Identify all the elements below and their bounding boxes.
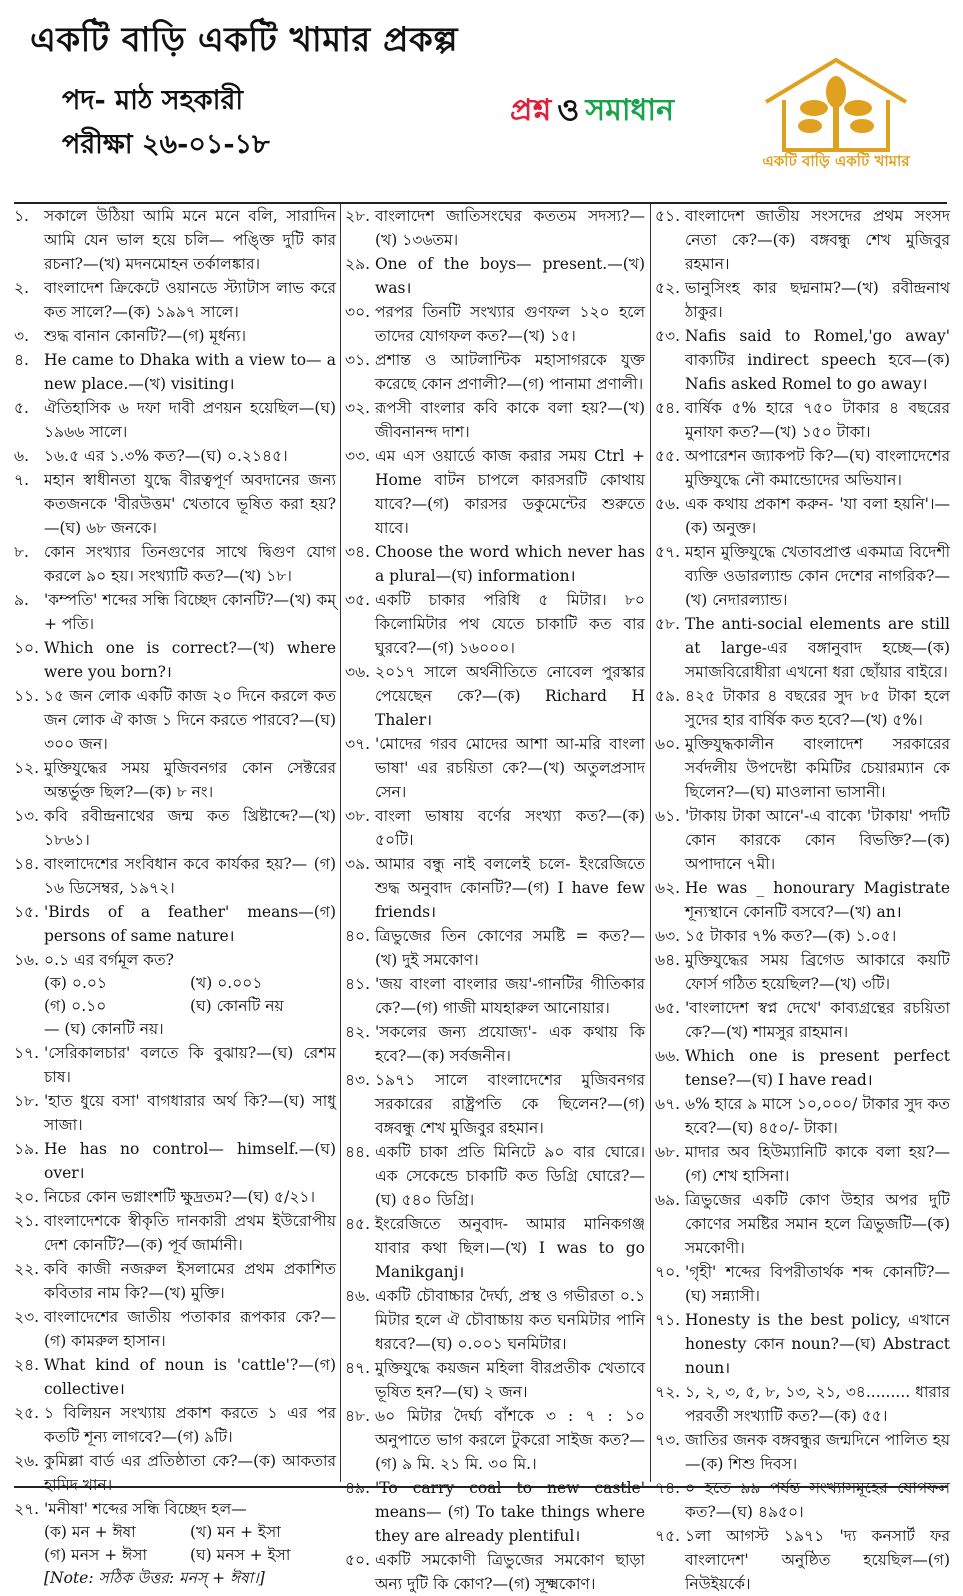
- question-number: ১৩.: [14, 807, 40, 825]
- question-item: [655, 1140, 950, 1188]
- question-number: ৩২.: [345, 399, 371, 417]
- question-item: [14, 804, 336, 852]
- question-text: কুমিল্লা বার্ড এর প্রতিষ্ঠাতা কে?—(ক) আকতার হামিদ খান।: [44, 1452, 336, 1494]
- question-number: ৫৭.: [655, 543, 681, 561]
- question-number: ৪৯.: [345, 1479, 371, 1497]
- question-number: ৬৩.: [655, 927, 681, 945]
- question-item: [345, 804, 645, 852]
- question-number: ৪৪.: [345, 1143, 371, 1161]
- question-text: 'কম্পতি' শব্দের সন্ধি বিচ্ছেদ কোনটি?—(খ) কম্ + পতি।: [44, 591, 336, 633]
- question-text: মহান মুক্তিযুদ্ধে খেতাবপ্রাপ্ত একমাত্র বিদেশী ব্যক্তি ওডারল্যান্ড কোন দেশের নাগরিক?— (খ) নেদারল্যান্ড।: [685, 543, 950, 609]
- question-number: ৭.: [14, 471, 30, 489]
- question-number: ৬৬.: [655, 1047, 681, 1065]
- question-text: বাংলাদেশের সংবিধান কবে কার্যকর হয়?— (গ) ১৬ ডিসেম্বর, ১৯৭২।: [44, 855, 336, 897]
- question-item: [655, 492, 950, 540]
- question-number: ৬৪.: [655, 951, 681, 969]
- question-number: ৪.: [14, 351, 29, 369]
- question-text: ০ হতে ৯৯ পর্যন্ত সংখ্যাসমূহের যোগফল কত?—(ঘ) ৪৯৫০।: [685, 1479, 950, 1521]
- question-text: পরপর তিনটি সংখ্যার গুণফল ১২০ হলে তাদের যোগফল কত?—(খ) ১৫।: [375, 303, 645, 345]
- question-item: [655, 612, 950, 684]
- question-text: ত্রিভুজের একটি কোণ উহার অপর দুটি কোণের সমষ্টির সমান হলে ত্রিভুজটি—(ক) সমকোণী।: [685, 1191, 950, 1257]
- question-text: ভানুসিংহ কার ছদ্মনাম?—(খ) রবীন্দ্রনাথ ঠাকুর।: [685, 279, 950, 321]
- question-item: [655, 1476, 950, 1524]
- question-number: ৬৯.: [655, 1191, 681, 1209]
- question-number: ১০.: [14, 639, 40, 657]
- question-text: 'জয় বাংলা বাংলার জয়'-গানটির গীতিকার কে?—(গ) গাজী মাযহারুল আনোয়ার।: [375, 975, 645, 1017]
- exam-date: পরীক্ষা ২৬-০১-১৮: [62, 129, 270, 160]
- question-text: ১৫ টাকার ৭% কত?—(ক) ১.০৫।: [685, 927, 897, 945]
- question-item: [345, 540, 645, 588]
- question-text: 'মোদের গরব মোদের আশা আ-মরি বাংলা ভাষা' এর রচয়িতা কে?—(খ) অতুলপ্রসাদ সেন।: [375, 735, 645, 801]
- question-text: ৬% হারে ৯ মাসে ১০,০০০/ টাকার সুদ কত হবে?—(ঘ) ৪৫০/- টাকা।: [685, 1095, 950, 1137]
- question-text: প্রশান্ত ও আটলান্টিক মহাসাগরকে যুক্ত করেছে কোন প্রণালী?—(গ) পানামা প্রণালী।: [375, 351, 645, 393]
- question-text: বাংলাদেশ ক্রিকেটে ওয়ানডে স্ট্যাটাস লাভ করে কত সালে?—(ক) ১৯৯৭ সালে।: [44, 279, 336, 321]
- question-number: ৭১.: [655, 1311, 681, 1329]
- question-number: ২৪.: [14, 1356, 40, 1374]
- question-number: ৫৩.: [655, 327, 681, 345]
- question-number: ৪৭.: [345, 1359, 371, 1377]
- question-item: [14, 1185, 336, 1209]
- question-number: ৭৪.: [655, 1479, 681, 1497]
- question-text: একটি চাকার পরিধি ৫ মিটার। ৮০ কিলোমিটার পথ যেতে চাকাটি কত বার ঘুরবে?—(গ) ১৬০০০।: [375, 591, 645, 657]
- question-text: মহান স্বাধীনতা যুদ্ধে বীরত্বপূর্ণ অবদানের জন্য কতজনকে 'বীরউত্তম' খেতাবে ভূষিত করা হয়?—(ঘ) ৬৮ জনকে।: [44, 471, 336, 537]
- question-number: ৬২.: [655, 879, 681, 897]
- question-number: ২৯.: [345, 255, 371, 273]
- question-text: ১ বিলিয়ন সংখ্যায় প্রকাশ করতে ১ এর পর কতটি শূন্য লাগবে?—(গ) ৯টি।: [44, 1404, 336, 1446]
- question-text: ঐতিহাসিক ৬ দফা দাবী প্রণয়ন হয়েছিল—(ঘ) ১৯৬৬ সালে।: [44, 399, 336, 441]
- question-item: [14, 1449, 336, 1497]
- question-text: কবি রবীন্দ্রনাথের জন্ম কত খ্রিষ্টাব্দে?—(খ) ১৮৬১।: [44, 807, 336, 849]
- question-item: [14, 684, 336, 756]
- question-number: ৫৪.: [655, 399, 681, 417]
- bottom-divider: [14, 1486, 947, 1488]
- question-item: [345, 972, 645, 1020]
- question-text: ১৫ জন লোক একটি কাজ ২০ দিনে করলে কত জন লোক ঐ কাজ ১ দিনে করতে পারবে?—(ঘ) ৩০০ জন।: [44, 687, 336, 753]
- question-number: ৩.: [14, 327, 30, 345]
- question-text: ১৬.৫ এর ১.৩% কত?—(ঘ) ০.২১৪৫।: [44, 447, 288, 465]
- question-text: শুদ্ধ বানান কোনটি?—(গ) মূর্ধন্য।: [44, 327, 247, 345]
- question-item: [14, 1209, 336, 1257]
- question-number: ১৬.: [14, 951, 40, 969]
- question-item: [14, 636, 336, 684]
- question-number: ৩১.: [345, 351, 371, 369]
- project-logo-icon: [736, 52, 936, 170]
- question-item: [655, 876, 950, 924]
- question-text: 'সকলের জন্য প্রযোজ্য'- এক কথায় কি হবে?—(ক) সর্বজনীন।: [375, 1023, 645, 1065]
- question-text: 'সেরিকালচার' বলতে কি বুঝায়?—(ঘ) রেশম চাষ।: [44, 1044, 336, 1086]
- question-text: He has no control— himself.—(ঘ) over।: [44, 1140, 336, 1182]
- option-item: (গ) ০.১০: [44, 997, 107, 1015]
- question-text: কোন সংখ্যার তিনগুণের সাথে দ্বিগুণ যোগ করলে ৯০ হয়। সংখ্যাটি কত?—(খ) ১৮।: [44, 543, 336, 585]
- question-text: Which one is correct?—(খ) where were you born?।: [44, 639, 336, 681]
- question-text: মুক্তিযুদ্ধে কয়জন মহিলা বীরপ্রতীক খেতাবে ভূষিত হন?—(ঘ) ২ জন।: [375, 1359, 645, 1401]
- question-item: [14, 1401, 336, 1449]
- logo-text: একটি বাড়ি একটি খামার: [762, 152, 910, 170]
- question-text: ১৯৭১ সালে বাংলাদেশের মুজিবনগর সরকারের রাষ্ট্রপতি কে ছিলেন?—(গ) বঙ্গবন্ধু শেখ মুজিবুর রহমান।: [375, 1071, 645, 1137]
- question-text: বাংলাদেশ জাতীয় সংসদের প্রথম সংসদ নেতা কে?—(ক) বঙ্গবন্ধু শেখ মুজিবুর রহমান।: [685, 207, 950, 273]
- question-item: [14, 1497, 336, 1521]
- question-number: ৬১.: [655, 807, 681, 825]
- question-text: বার্ষিক ৫% হারে ৭৫০ টাকার ৪ বছরের মুনাফা কত?—(খ) ১৫০ টাকা।: [685, 399, 950, 441]
- option-item: (ক) মন + ঈষা: [44, 1523, 136, 1541]
- column-2: [340, 204, 645, 1593]
- question-item: [14, 204, 336, 276]
- question-item: [345, 252, 645, 300]
- option-item: (ক) ০.০১: [44, 974, 108, 992]
- page-header: [0, 0, 963, 190]
- question-text: মাদার অব হিউম্যানিটি কাকে বলা হয়?—(গ) শেখ হাসিনা।: [685, 1143, 950, 1185]
- question-number: ৬৭.: [655, 1095, 681, 1113]
- question-item: [14, 1041, 336, 1089]
- question-number: ৪৫.: [345, 1215, 371, 1233]
- question-text: বাংলাদেশকে স্বীকৃতি দানকারী প্রথম ইউরোপীয় দেশ কোনটি?—(ক) পূর্ব জার্মানী।: [44, 1212, 336, 1254]
- question-item: [345, 396, 645, 444]
- option-item: (ঘ) কোনটি নয়: [190, 997, 284, 1015]
- question-number: ৯.: [14, 591, 29, 609]
- question-text: বাংলাদেশ জাতিসংঘের কততম সদস্য?—(খ) ১৩৬তম।: [375, 207, 645, 249]
- question-text: বাংলাদেশের জাতীয় পতাকার রূপকার কে?—(গ) কামরুল হাসান।: [44, 1308, 336, 1350]
- question-number: ২২.: [14, 1260, 40, 1278]
- question-number: ১৮.: [14, 1092, 40, 1110]
- question-number: ২৩.: [14, 1308, 40, 1326]
- question-item: [345, 732, 645, 804]
- question-item: [655, 1428, 950, 1476]
- question-number: ২৮.: [345, 207, 371, 225]
- question-number: ১৫.: [14, 903, 40, 921]
- question-number: ৫৯.: [655, 687, 681, 705]
- question-item: [14, 444, 336, 468]
- question-item: [655, 444, 950, 492]
- question-number: ৭২.: [655, 1383, 681, 1401]
- question-text: ২০১৭ সালে অর্থনীতিতে নোবেল পুরস্কার পেয়েছেন কে?—(ক) Richard H Thaler।: [375, 663, 645, 729]
- question-item: [655, 396, 950, 444]
- question-item: [345, 1140, 645, 1212]
- question-number: ২০.: [14, 1188, 40, 1206]
- question-number: ২৬.: [14, 1452, 40, 1470]
- question-number: ১২.: [14, 759, 40, 777]
- question-text: ত্রিভুজের তিন কোণের সমষ্টি = কত?— (খ) দুই সমকোণ।: [375, 927, 645, 969]
- qa-columns: [14, 202, 950, 1593]
- question-number: ১৭.: [14, 1044, 40, 1062]
- question-text: রূপসী বাংলার কবি কাকে বলা হয়?—(খ) জীবনানন্দ দাশ।: [375, 399, 645, 441]
- question-item: [14, 1137, 336, 1185]
- question-text: What kind of noun is 'cattle'?—(গ) collective।: [44, 1356, 336, 1398]
- question-text: 'মনীষা' শব্দের সন্ধি বিচ্ছেদ হল—: [44, 1500, 247, 1518]
- question-item: [655, 732, 950, 804]
- question-item: [14, 348, 336, 396]
- question-item: [655, 540, 950, 612]
- question-number: ১১.: [14, 687, 40, 705]
- question-item: [14, 1305, 336, 1353]
- question-item: [655, 684, 950, 732]
- question-number: ৪১.: [345, 975, 371, 993]
- question-item: [345, 1020, 645, 1068]
- question-item: [655, 324, 950, 396]
- question-text: এম এস ওয়ার্ডে কাজ করার সময় Ctrl + Home বাটন চাপলে কারসরটি কোথায় যাবে?—(গ) কারসর ডকুমেন্টের শুরুতে যাবে।: [375, 447, 645, 537]
- post-label: পদ- মাঠ সহকারী: [62, 85, 244, 116]
- question-item: [14, 468, 336, 540]
- question-number: ৫২.: [655, 279, 681, 297]
- question-number: ৫৮.: [655, 615, 681, 633]
- question-item: [345, 204, 645, 252]
- question-item: [14, 324, 336, 348]
- question-text: বাংলা ভাষায় বর্ণের সংখ্যা কত?—(ক) ৫০টি।: [375, 807, 645, 849]
- question-item: [345, 852, 645, 924]
- question-text: একটি সমকোণী ত্রিভুজের সমকোণ ছাড়া অন্য দুটি কি কোণ?—(গ) সূক্ষ্মকোণ।: [375, 1551, 645, 1593]
- question-number: ৩৬.: [345, 663, 371, 681]
- question-item: [655, 924, 950, 948]
- question-number: ৫১.: [655, 207, 681, 225]
- question-text: ইংরেজিতে অনুবাদ- আমার মানিকগঞ্জ যাবার কথা ছিল।—(খ) I was to go Manikganj।: [375, 1215, 645, 1281]
- question-item: [345, 1068, 645, 1140]
- q27-options: [14, 1521, 336, 1567]
- q16-options: [14, 972, 336, 1018]
- question-number: ৫৬.: [655, 495, 681, 513]
- question-item: [345, 348, 645, 396]
- question-text: ৬০ মিটার দৈর্ঘ্য বাঁশকে ৩ : ৭ : ১০ অনুপাতে ভাগ করলে টুকরো সাইজ কত?— (গ) ৯ মি. ২১ মি. ৩০ মি.।: [375, 1407, 645, 1473]
- question-number: ৭০.: [655, 1263, 681, 1281]
- question-number: ৪২.: [345, 1023, 371, 1041]
- question-item: [345, 1548, 645, 1596]
- question-text: ১লা আগস্ট ১৯৭১ 'দ্য কনসার্ট ফর বাংলাদেশ' অনুষ্ঠিত হয়েছিল—(গ) নিউইয়র্কে।: [685, 1527, 950, 1593]
- question-text: ৪২৫ টাকার ৪ বছরের সুদ ৮৫ টাকা হলে সুদের হার বার্ষিক কত হবে?—(খ) ৫%।: [685, 687, 950, 729]
- question-text: The anti-social elements are still at large-এর বঙ্গানুবাদ হচ্ছে—(ক) সমাজবিরোধীরা এখনো ধরা ছোঁয়ার বাইরে।: [685, 615, 950, 681]
- question-item: [655, 1524, 950, 1596]
- question-text: একটি চৌবাচ্চার দৈর্ঘ্য, প্রস্থ ও গভীরতা ০.১ মিটার হলে ঐ চৌবাচ্চায় কত ঘনমিটার পানি ধরবে?—(ঘ) ০.০০১ ঘনমিটার।: [375, 1287, 645, 1353]
- question-item: [14, 276, 336, 324]
- question-item: [655, 204, 950, 276]
- question-text: জাতির জনক বঙ্গবন্ধুর জন্মদিনে পালিত হয়—(ক) শিশু দিবস।: [685, 1431, 950, 1473]
- question-item: [655, 996, 950, 1044]
- question-item: [14, 948, 336, 972]
- question-number: ৪৩.: [345, 1071, 371, 1089]
- question-text: Honesty is the best policy, এখানে honesty কোন noun?—(ঘ) Abstract noun।: [685, 1311, 950, 1377]
- question-item: [655, 276, 950, 324]
- question-number: ২.: [14, 279, 30, 297]
- question-text: মুক্তিযুদ্ধের সময় মুজিবনগর কোন সেক্টরের অন্তর্ভুক্ত ছিল?—(ক) ৮ নং।: [44, 759, 336, 801]
- question-number: ৩৩.: [345, 447, 371, 465]
- question-text: Which one is present perfect tense?—(ঘ) I have read।: [685, 1047, 950, 1089]
- question-number: ৬০.: [655, 735, 681, 753]
- question-item: [14, 756, 336, 804]
- question-text: 'টাকায় টাকা আনে'-এ বাক্যে 'টাকায়' পদটি কোন কারকে কোন বিভক্তি?—(ক) অপাদানে ৭মী।: [685, 807, 950, 873]
- question-item: [345, 1356, 645, 1404]
- question-item: [655, 1044, 950, 1092]
- q16-answer: — (ঘ) কোনটি নয়।: [44, 1020, 164, 1038]
- qa-word-and: ও: [557, 93, 580, 128]
- project-title: একটি বাড়ি একটি খামার প্রকল্প: [30, 20, 459, 60]
- question-item: [655, 1380, 950, 1428]
- question-item: [655, 1188, 950, 1260]
- question-item: [14, 1257, 336, 1305]
- q27-note: [Note: সঠিক উত্তর: মনস্ + ঈষা।]: [44, 1569, 265, 1587]
- question-number: ৩৪.: [345, 543, 371, 561]
- question-text: Nafis said to Romel,'go away' বাক্যটির indirect speech হবে—(ক) Nafis asked Romel to go away।: [685, 327, 950, 393]
- qa-title: [510, 86, 674, 137]
- question-number: ২৭.: [14, 1500, 40, 1518]
- qa-word-solution: সমাধান: [585, 93, 674, 128]
- question-text: মুক্তিযুদ্ধের সময় ব্রিগেড আকারে কয়টি ফোর্স গঠিত হয়েছিল?—(খ) ৩টি।: [685, 951, 950, 993]
- question-number: ২১.: [14, 1212, 40, 1230]
- question-number: ৭৩.: [655, 1431, 681, 1449]
- question-text: একটি চাকা প্রতি মিনিটে ৯০ বার ঘোরে। এক সেকেন্ডে চাকাটি কত ডিগ্রি ঘোরে?—(ঘ) ৫৪০ ডিগ্রি।: [375, 1143, 645, 1209]
- question-item: [655, 1260, 950, 1308]
- question-item: [345, 660, 645, 732]
- question-number: ১৯.: [14, 1140, 40, 1158]
- question-number: ৪৮.: [345, 1407, 371, 1425]
- question-number: ৪০.: [345, 927, 371, 945]
- question-number: ৬৫.: [655, 999, 681, 1017]
- question-number: ৮.: [14, 543, 29, 561]
- question-item: [655, 804, 950, 876]
- question-number: ৩০.: [345, 303, 371, 321]
- question-item: [345, 1404, 645, 1476]
- qa-word-question: প্রশ্ন: [510, 93, 552, 128]
- question-text: 'গৃহী' শব্দের বিপরীতার্থক শব্দ কোনটি?—(ঘ) সন্ন্যাসী।: [685, 1263, 950, 1305]
- question-item: [655, 948, 950, 996]
- question-text: He came to Dhaka with a view to— a new place.—(খ) visiting।: [44, 351, 336, 393]
- question-item: [655, 1092, 950, 1140]
- question-number: ৫৫.: [655, 447, 681, 465]
- question-text: এক কথায় প্রকাশ করুন- 'যা বলা হয়নি'।—(ক) অনুক্ত।: [685, 495, 950, 537]
- question-number: ৩৭.: [345, 735, 371, 753]
- question-text: আমার বন্ধু নাই বললেই চলে- ইংরেজিতে শুদ্ধ অনুবাদ কোনটি?—(গ) I have few friends।: [375, 855, 645, 921]
- question-text: মুক্তিযুদ্ধকালীন বাংলাদেশ সরকারের সর্বদলীয় উপদেষ্টা কমিটির চেয়ারম্যান কে ছিলেন?—(ঘ) মাওলানা ভাসানী।: [685, 735, 950, 801]
- question-number: ৪৬.: [345, 1287, 371, 1305]
- question-text: 'To carry coal to new castle' means— (গ) To take things where they are already plentiful।: [375, 1479, 645, 1545]
- question-item: [655, 1308, 950, 1380]
- question-text: 'হাত ধুয়ে বসা' বাগধারার অর্থ কি?—(ঘ) সাধু সাজা।: [44, 1092, 336, 1134]
- question-text: সকালে উঠিয়া আমি মনে মনে বলি, সারাদিন আমি যেন ভাল হয়ে চলি— পঙ্ক্তি দুটি কার রচনা?—(খ) মদনমোহন তর্কালঙ্কার।: [44, 207, 336, 273]
- question-text: ১, ২, ৩, ৫, ৮, ১৩, ২১, ৩৪......... ধারার পরবর্তী সংখ্যাটি কত?—(ক) ৫৫।: [685, 1383, 950, 1425]
- question-number: ৬৮.: [655, 1143, 681, 1161]
- question-number: ৩৮.: [345, 807, 371, 825]
- question-item: [14, 540, 336, 588]
- question-item: [14, 900, 336, 948]
- question-text: Choose the word which never has a plural—(ঘ) information।: [375, 543, 645, 585]
- question-number: ১.: [14, 207, 29, 225]
- question-item: [345, 1212, 645, 1284]
- question-text: কবি কাজী নজরুল ইসলামের প্রথম প্রকাশিত কবিতার নাম কি?—(খ) মুক্তি।: [44, 1260, 336, 1302]
- question-number: ৬.: [14, 447, 30, 465]
- question-text: ০.১ এর বর্গমূল কত?: [44, 951, 174, 969]
- question-item: [345, 300, 645, 348]
- question-text: One of the boys— present.—(খ) was।: [375, 255, 645, 297]
- question-item: [14, 1089, 336, 1137]
- question-item: [14, 396, 336, 444]
- question-item: [14, 1353, 336, 1401]
- question-number: ৩৫.: [345, 591, 371, 609]
- question-number: ২৫.: [14, 1404, 40, 1422]
- question-item: [14, 588, 336, 636]
- question-item: [345, 588, 645, 660]
- question-text: অপারেশন জ্যাকপট কি?—(ঘ) বাংলাদেশের মুক্তিযুদ্ধে নৌ কমান্ডোদের অভিযান।: [685, 447, 950, 489]
- option-item: (ঘ) মনস + ইসা: [190, 1546, 291, 1564]
- column-1: [14, 204, 336, 1587]
- column-3: [650, 204, 950, 1593]
- question-text: 'বাংলাদেশ স্বপ্ন দেখে' কাব্যগ্রন্থের রচয়িতা কে?—(খ) শামসুর রাহমান।: [685, 999, 950, 1041]
- question-text: 'Birds of a feather' means—(গ) persons of same nature।: [44, 903, 336, 945]
- question-number: ৫.: [14, 399, 29, 417]
- question-number: ৩৯.: [345, 855, 371, 873]
- question-item: [345, 1284, 645, 1356]
- question-item: [345, 444, 645, 540]
- option-item: (খ) মন + ইসা: [190, 1523, 281, 1541]
- question-item: [345, 924, 645, 972]
- question-text: নিচের কোন ভগ্নাংশটি ক্ষুদ্রতম?—(ঘ) ৫/২১।: [44, 1188, 316, 1206]
- option-item: (গ) মনস + ঈসা: [44, 1546, 147, 1564]
- question-text: He was _ honourary Magistrate শূন্যস্থানে কোনটি বসবে?—(খ) an।: [685, 879, 950, 921]
- question-number: ৫০.: [345, 1551, 371, 1569]
- option-item: (খ) ০.০০১: [190, 974, 263, 992]
- question-number: ৭৫.: [655, 1527, 681, 1545]
- question-number: ১৪.: [14, 855, 40, 873]
- question-item: [14, 852, 336, 900]
